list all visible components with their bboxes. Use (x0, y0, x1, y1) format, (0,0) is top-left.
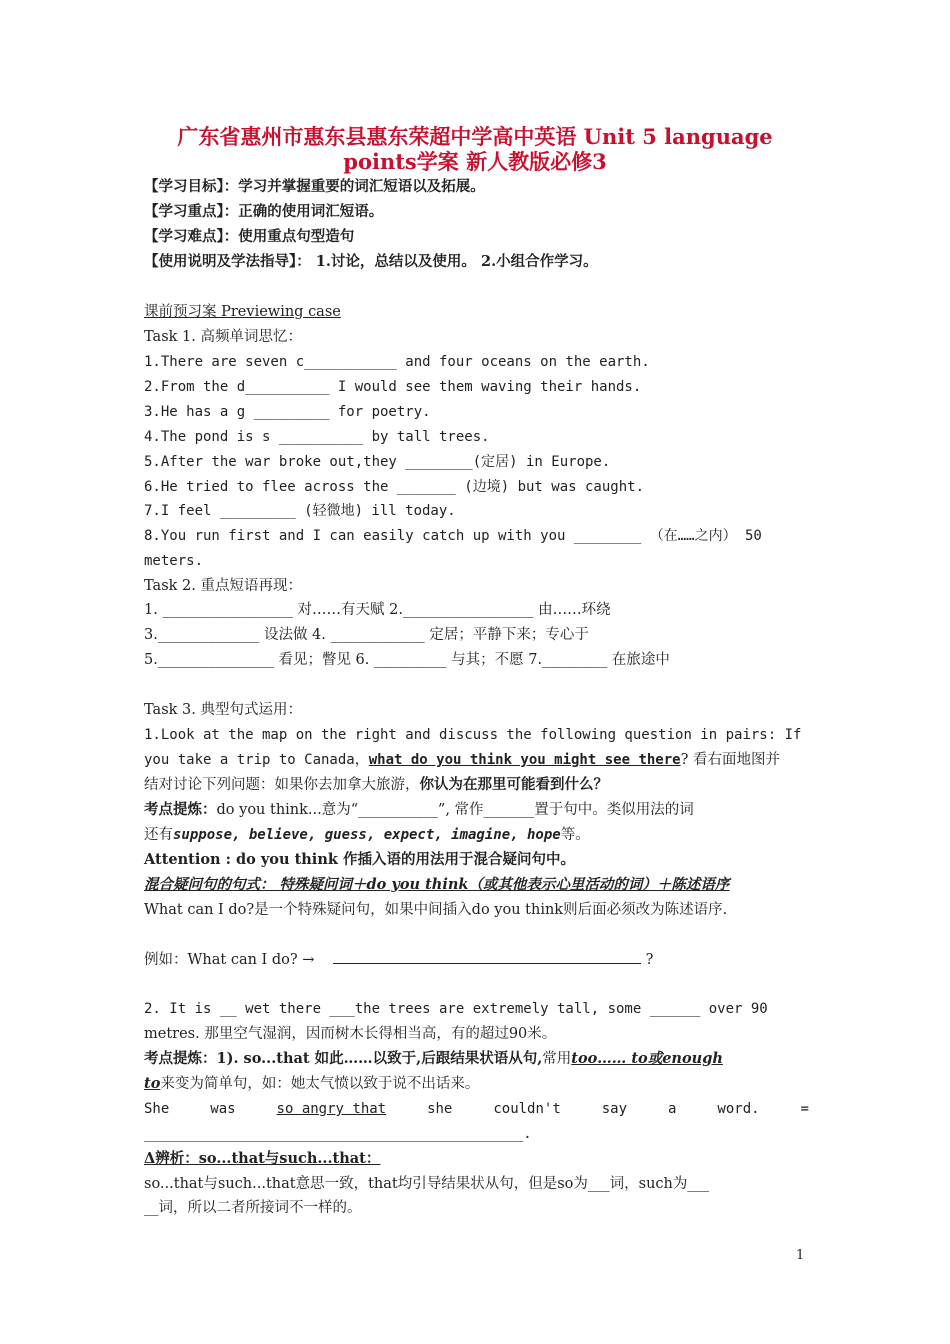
sentence-word: a (668, 1101, 677, 1117)
q1-line2-suffix: ? 看右面地图并 (680, 752, 780, 768)
sentence-word: she (427, 1101, 453, 1117)
hint1-line2 (144, 825, 809, 845)
sentence-word: She (144, 1101, 170, 1117)
compare-title: Δ辨析：so...that与such...that： (144, 1150, 381, 1167)
hint1-line2-suffix: 等。 (560, 827, 590, 843)
hint1-label: 考点提炼： (144, 801, 217, 818)
document-title-line-2: points学案 新人教版必修3 (343, 149, 607, 174)
task1-item: 7.I feel _________ (轻微地) ill today. (144, 503, 456, 519)
task2-line: 1. __________________ 对……有天赋 2.__________________ 由……环绕 (144, 602, 611, 618)
task1-item: 3.He has a g _________ for poetry. (144, 404, 431, 420)
task2-title: Task 2. 重点短语再现： (144, 578, 302, 594)
example-line (144, 949, 809, 970)
q1-underlined-question: what do you think you might see there (368, 752, 681, 768)
task1-title: Task 1. 高频单词思忆： (144, 329, 302, 345)
task3-title: Task 3. 典型句式运用： (144, 702, 302, 718)
task2-line: 3.______________ 设法做 4. _____________ 定居；平静下来；专心于 (144, 627, 589, 643)
task3-q1-line3 (144, 775, 809, 795)
task3-q1-line1: 1.Look at the map on the right and discuss the following question in pairs: If (144, 727, 802, 743)
sentence-word: = (800, 1101, 809, 1117)
task1-item: 6.He tried to flee across the _______ (边境) but was caught. (144, 479, 645, 495)
attention-note: Attention : do you think 作插入语的用法用于混合疑问句中。 (144, 851, 575, 868)
hint2-line2 (144, 1074, 809, 1094)
mixed-question-pattern: 混合疑问句的句式： 特殊疑问词＋do you think（或其他表示心里活动的词）＋陈述语序 (144, 876, 730, 893)
q1-line2-prefix: you take a trip to Canada， (144, 752, 369, 768)
compare-line2: __词，所以二者所接词不一样的。 (144, 1200, 362, 1216)
task3-q1-line2 (144, 750, 809, 770)
task1-item: 2.From the d__________ I would see them waving their hands. (144, 379, 642, 395)
sentence-underlined-phrase: so angry that (276, 1101, 387, 1117)
hint1-line (144, 800, 809, 820)
task3-q2-line2: metres. 那里空气湿润，因而树木长得相当高，有的超过90米。 (144, 1026, 557, 1042)
hint2-line2-underlined: to (144, 1075, 161, 1092)
learning-focus: 【学习重点】：正确的使用词汇短语。 (144, 203, 384, 220)
pattern-explanation: What can I do?是一个特殊疑问句，如果中间插入do you think则后面必须改为陈述语序. (144, 902, 728, 918)
task1-item: 8.You run first and I can easily catch up with you ________ （在……之内） 50 (144, 528, 762, 544)
rewrite-answer-line: _____________________________________________. (144, 1126, 532, 1142)
hint2-underlined: too…… to或enough (571, 1050, 723, 1067)
task2-line: 5.________________ 看见；瞥见 6. __________ 与其；不愿 7._________ 在旅途中 (144, 652, 670, 668)
task1-item: 5.After the war broke out,they ________(定居) in Europe. (144, 454, 611, 470)
usage-instructions: 【使用说明及学法指导】： 1.讨论，总结以及使用。 2.小组合作学习。 (144, 253, 598, 270)
sentence-word: was (210, 1101, 236, 1117)
hint1-line2-prefix: 还有 (144, 827, 173, 843)
hint2-label: 考点提炼：1). so...that 如此……以致于,后跟结果状语从句, (144, 1050, 543, 1067)
sentence-word: say (601, 1101, 628, 1117)
example-prefix: 例如：What can I do? → (144, 952, 315, 968)
example-answer-blank[interactable] (333, 949, 641, 964)
hint2-line2-suffix: 来变为简单句，如：她太气愤以致于说不出话来。 (160, 1076, 480, 1092)
compare-line1: so...that与such...that意思一致，that均引导结果状从句，但是so为___词，such为___ (144, 1176, 710, 1192)
hint1-words: suppose, believe, guess, expect, imagine, hope (173, 827, 561, 843)
hint2-line (144, 1049, 809, 1069)
example-suffix: ? (645, 952, 654, 968)
page-number: 1 (796, 1248, 805, 1263)
sentence-word: couldn't (493, 1101, 561, 1117)
learning-goal: 【学习目标】：学习并掌握重要的词汇短语以及拓展。 (144, 178, 485, 195)
task1-item: 4.The pond is s __________ by tall trees. (144, 429, 490, 445)
q1-line3-bold: 你认为在那里可能看到什么？ (419, 776, 608, 793)
hint2-mid: 常用 (542, 1051, 572, 1067)
q1-line3-prefix: 结对讨论下列问题：如果你去加拿大旅游， (144, 777, 420, 793)
learning-difficulty: 【学习难点】：使用重点句型造句 (144, 228, 355, 245)
hint1-text: do you think...意为“___________”, 常作_______置于句中。类似用法的词 (216, 802, 694, 818)
document-title-line-1: 广东省惠州市惠东县惠东荣超中学高中英语 Unit 5 language (177, 124, 773, 149)
preview-heading: 课前预习案 Previewing case (144, 304, 341, 320)
task3-q2-line1: 2. It is __ wet there ___the trees are extremely tall, some ______ over 90 (144, 1001, 768, 1017)
example-sentence (144, 1099, 809, 1119)
task1-item: 1.There are seven c___________ and four oceans on the earth. (144, 354, 650, 370)
task1-item: meters. (144, 553, 204, 569)
sentence-word: word. (717, 1101, 760, 1117)
